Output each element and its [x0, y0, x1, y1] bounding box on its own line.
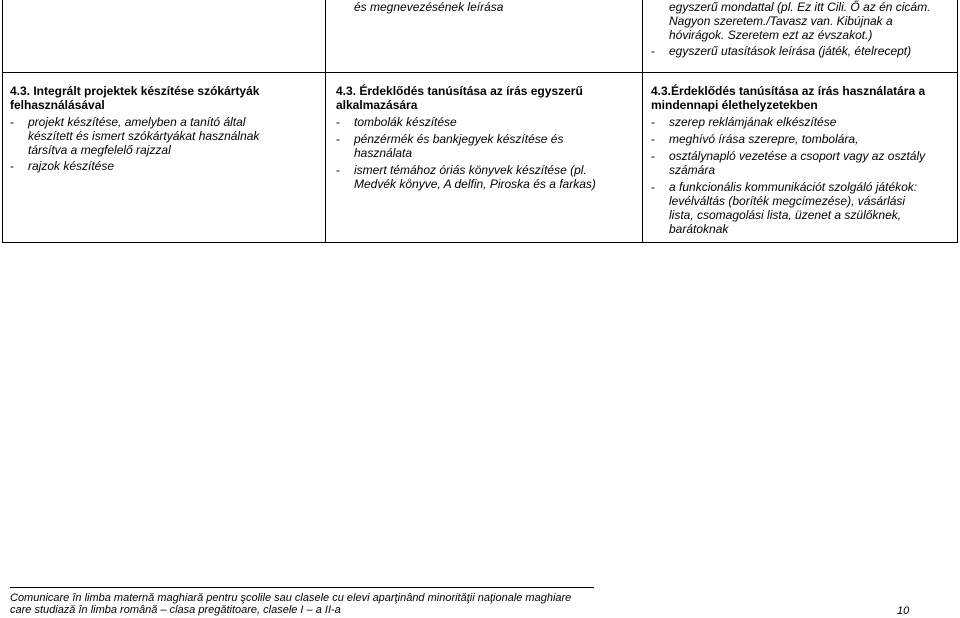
column-2-cell: [336, 84, 636, 191]
list-item: - a funkcionális kommunikációt szolgáló játékok: levélváltás (boríték megcímezése), vásárlási lista, csomagolási lista, üzenet a szülőknek, barátoknak: [651, 180, 918, 236]
table-row-separator: [2, 72, 958, 73]
list-item: - osztálynapló vezetése a csoport vagy az osztály számára: [651, 149, 926, 177]
table-border-bottom: [2, 242, 958, 243]
top-right-cell: [651, 0, 951, 58]
column-2-heading: 4.3. Érdeklődés tanúsítása az írás egyszerű alkalmazására: [336, 84, 583, 112]
list-item: - szerep reklámjának elkészítése: [651, 115, 837, 129]
list-item-text: egyszerű utasítások leírása (játék, ételrecept): [669, 44, 912, 58]
list-item: - meghívó írása szerepre, tombolára,: [651, 132, 859, 146]
table-border-right: [957, 0, 958, 243]
list-item: - rajzok készítése: [10, 159, 115, 173]
column-1-heading: 4.3. Integrált projektek készítése szókártyák felhasználásával: [10, 84, 260, 112]
list-item: - ismert témához óriás könyvek készítése (pl. Medvék könyve, A delfin, Piroska és a farkas): [336, 163, 596, 191]
table-border-left: [2, 0, 3, 243]
top-right-line: egyszerű mondattal (pl. Ez itt Cili. Ő az én cicám.: [669, 0, 931, 14]
top-middle-text: és megnevezésének leírása: [354, 0, 504, 14]
table-divider-1: [325, 0, 326, 243]
column-3-heading: 4.3.Érdeklődés tanúsítása az írás használatára a mindennapi élethelyzetekben: [651, 84, 926, 112]
list-item: - projekt készítése, amelyben a tanító által készített és ismert szókártyákat használnak társítva a megfelelő rajzzal: [10, 115, 260, 157]
column-3-cell: [651, 84, 953, 236]
footer-rule: [10, 587, 594, 588]
top-right-line: Nagyon szeretem./Tavasz van. Kibújnak a: [669, 14, 893, 28]
column-1-cell: [10, 84, 318, 173]
list-item: - egyszerű utasítások leírása (játék, ételrecept): [651, 44, 951, 58]
footer-line-1: Comunicare în limba maternă maghiară pentru şcolile sau clasele cu elevi aparţinând minorităţii naţionale maghiare: [10, 592, 572, 604]
top-right-line: hóvirágok. Szeretem ezt az évszakot.): [669, 28, 873, 42]
page-number: 10: [897, 605, 910, 617]
list-item: - pénzérmék és bankjegyek készítése és használata: [336, 132, 564, 160]
top-middle-cell: [354, 0, 636, 14]
table-divider-2: [642, 0, 643, 243]
footer-line-2: care studiază în limba română – clasa pregătitoare, clasele I – a II-a: [10, 604, 341, 616]
list-item: - tombolák készítése: [336, 115, 457, 129]
